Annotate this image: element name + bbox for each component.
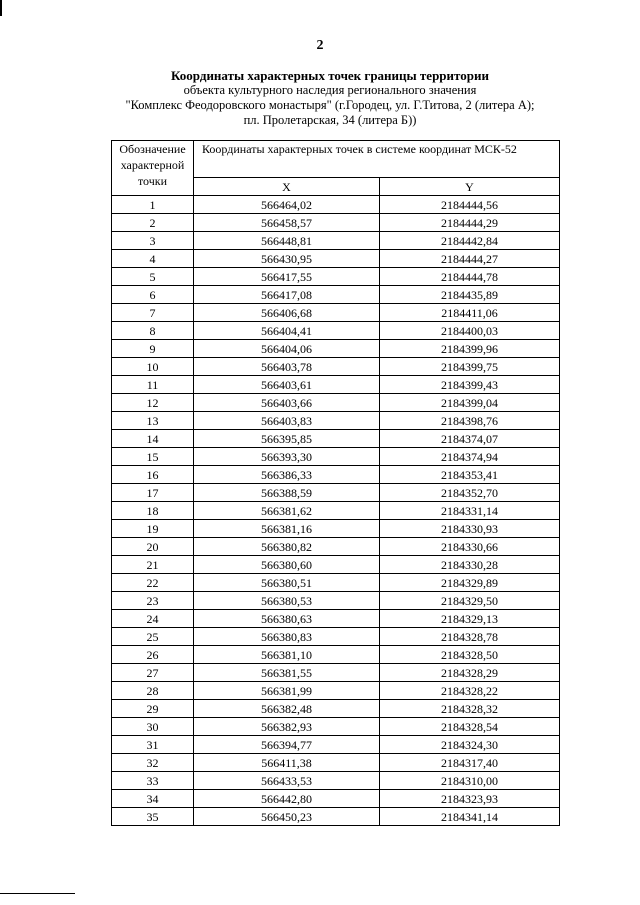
y-coordinate-cell: 2184341,14 bbox=[380, 808, 560, 826]
x-coordinate-cell: 566450,23 bbox=[194, 808, 380, 826]
table-row bbox=[112, 538, 560, 556]
table-row bbox=[112, 358, 560, 376]
x-coordinate-cell: 566380,82 bbox=[194, 538, 380, 556]
x-coordinate-cell: 566411,38 bbox=[194, 754, 380, 772]
y-coordinate-cell: 2184310,00 bbox=[380, 772, 560, 790]
point-number-cell: 8 bbox=[112, 322, 194, 340]
y-coordinate-cell: 2184324,30 bbox=[380, 736, 560, 754]
table-row bbox=[112, 286, 560, 304]
point-number-cell: 11 bbox=[112, 376, 194, 394]
point-label-header: Обозначение характерной точки bbox=[112, 141, 194, 196]
point-number-cell: 5 bbox=[112, 268, 194, 286]
point-number-cell: 3 bbox=[112, 232, 194, 250]
y-coordinate-cell: 2184411,06 bbox=[380, 304, 560, 322]
table-row bbox=[112, 322, 560, 340]
x-coordinate-cell: 566382,48 bbox=[194, 700, 380, 718]
point-number-cell: 24 bbox=[112, 610, 194, 628]
point-number-cell: 15 bbox=[112, 448, 194, 466]
title-line-3: "Комплекс Феодоровского монастыря" (г.Городец, ул. Г.Титова, 2 (литера А); bbox=[125, 98, 535, 112]
point-number-cell: 34 bbox=[112, 790, 194, 808]
table-row bbox=[112, 574, 560, 592]
table-row bbox=[112, 448, 560, 466]
header-row-1 bbox=[112, 141, 560, 178]
point-number-cell: 14 bbox=[112, 430, 194, 448]
point-number-cell: 4 bbox=[112, 250, 194, 268]
scan-edge-mark bbox=[0, 0, 2, 16]
point-number-cell: 6 bbox=[112, 286, 194, 304]
x-coordinate-cell: 566403,78 bbox=[194, 358, 380, 376]
point-number-cell: 25 bbox=[112, 628, 194, 646]
x-coordinate-cell: 566382,93 bbox=[194, 718, 380, 736]
table-row bbox=[112, 556, 560, 574]
x-coordinate-cell: 566430,95 bbox=[194, 250, 380, 268]
point-number-cell: 16 bbox=[112, 466, 194, 484]
x-coordinate-cell: 566403,61 bbox=[194, 376, 380, 394]
table-row bbox=[112, 646, 560, 664]
point-number-cell: 22 bbox=[112, 574, 194, 592]
x-coordinate-cell: 566380,51 bbox=[194, 574, 380, 592]
x-coordinate-cell: 566433,53 bbox=[194, 772, 380, 790]
title-line-2: объекта культурного наследия регионального значения bbox=[183, 83, 477, 97]
table-row bbox=[112, 520, 560, 538]
point-number-cell: 32 bbox=[112, 754, 194, 772]
y-coordinate-cell: 2184317,40 bbox=[380, 754, 560, 772]
x-coordinate-cell: 566394,77 bbox=[194, 736, 380, 754]
x-column-header: X bbox=[194, 178, 380, 196]
table-row bbox=[112, 250, 560, 268]
y-coordinate-cell: 2184330,93 bbox=[380, 520, 560, 538]
point-number-cell: 10 bbox=[112, 358, 194, 376]
table-row bbox=[112, 502, 560, 520]
y-coordinate-cell: 2184331,14 bbox=[380, 502, 560, 520]
y-coordinate-cell: 2184328,22 bbox=[380, 682, 560, 700]
table-row bbox=[112, 628, 560, 646]
table-row bbox=[112, 700, 560, 718]
point-number-cell: 9 bbox=[112, 340, 194, 358]
x-coordinate-cell: 566381,10 bbox=[194, 646, 380, 664]
y-coordinate-cell: 2184352,70 bbox=[380, 484, 560, 502]
point-number-cell: 33 bbox=[112, 772, 194, 790]
table-row bbox=[112, 394, 560, 412]
x-coordinate-cell: 566380,60 bbox=[194, 556, 380, 574]
x-coordinate-cell: 566448,81 bbox=[194, 232, 380, 250]
point-number-cell: 13 bbox=[112, 412, 194, 430]
table-row bbox=[112, 610, 560, 628]
x-coordinate-cell: 566395,85 bbox=[194, 430, 380, 448]
x-coordinate-cell: 566404,06 bbox=[194, 340, 380, 358]
point-number-cell: 19 bbox=[112, 520, 194, 538]
y-coordinate-cell: 2184435,89 bbox=[380, 286, 560, 304]
x-coordinate-cell: 566380,53 bbox=[194, 592, 380, 610]
table-row bbox=[112, 304, 560, 322]
y-coordinate-cell: 2184329,89 bbox=[380, 574, 560, 592]
x-coordinate-cell: 566464,02 bbox=[194, 196, 380, 214]
point-number-cell: 7 bbox=[112, 304, 194, 322]
y-coordinate-cell: 2184399,75 bbox=[380, 358, 560, 376]
x-coordinate-cell: 566381,62 bbox=[194, 502, 380, 520]
table-row bbox=[112, 196, 560, 214]
y-coordinate-cell: 2184374,07 bbox=[380, 430, 560, 448]
x-coordinate-cell: 566388,59 bbox=[194, 484, 380, 502]
y-coordinate-cell: 2184328,29 bbox=[380, 664, 560, 682]
x-coordinate-cell: 566404,41 bbox=[194, 322, 380, 340]
point-number-cell: 26 bbox=[112, 646, 194, 664]
y-coordinate-cell: 2184328,32 bbox=[380, 700, 560, 718]
coords-system-header: Координаты характерных точек в системе координат МСК-52 bbox=[194, 141, 560, 178]
table-row bbox=[112, 430, 560, 448]
y-coordinate-cell: 2184328,50 bbox=[380, 646, 560, 664]
point-number-cell: 27 bbox=[112, 664, 194, 682]
x-coordinate-cell: 566406,68 bbox=[194, 304, 380, 322]
point-number-cell: 31 bbox=[112, 736, 194, 754]
table-row bbox=[112, 214, 560, 232]
y-coordinate-cell: 2184329,13 bbox=[380, 610, 560, 628]
point-number-cell: 2 bbox=[112, 214, 194, 232]
x-coordinate-cell: 566417,08 bbox=[194, 286, 380, 304]
table-body bbox=[112, 196, 560, 826]
y-coordinate-cell: 2184374,94 bbox=[380, 448, 560, 466]
table-row bbox=[112, 718, 560, 736]
table-row bbox=[112, 268, 560, 286]
point-number-cell: 12 bbox=[112, 394, 194, 412]
x-coordinate-cell: 566380,63 bbox=[194, 610, 380, 628]
point-number-cell: 1 bbox=[112, 196, 194, 214]
point-number-cell: 30 bbox=[112, 718, 194, 736]
table-row bbox=[112, 340, 560, 358]
point-number-cell: 18 bbox=[112, 502, 194, 520]
x-coordinate-cell: 566380,83 bbox=[194, 628, 380, 646]
y-coordinate-cell: 2184328,78 bbox=[380, 628, 560, 646]
y-coordinate-cell: 2184399,43 bbox=[380, 376, 560, 394]
point-number-cell: 35 bbox=[112, 808, 194, 826]
point-number-cell: 17 bbox=[112, 484, 194, 502]
y-coordinate-cell: 2184323,93 bbox=[380, 790, 560, 808]
page-number: 2 bbox=[316, 38, 324, 53]
table-row bbox=[112, 790, 560, 808]
y-coordinate-cell: 2184444,56 bbox=[380, 196, 560, 214]
footer-rule bbox=[0, 893, 75, 894]
document-title bbox=[80, 68, 580, 128]
table-row bbox=[112, 466, 560, 484]
y-coordinate-cell: 2184330,28 bbox=[380, 556, 560, 574]
y-coordinate-cell: 2184328,54 bbox=[380, 718, 560, 736]
y-column-header: Y bbox=[380, 178, 560, 196]
y-coordinate-cell: 2184444,29 bbox=[380, 214, 560, 232]
x-coordinate-cell: 566393,30 bbox=[194, 448, 380, 466]
x-coordinate-cell: 566381,99 bbox=[194, 682, 380, 700]
x-coordinate-cell: 566381,55 bbox=[194, 664, 380, 682]
y-coordinate-cell: 2184330,66 bbox=[380, 538, 560, 556]
table-row bbox=[112, 808, 560, 826]
x-coordinate-cell: 566381,16 bbox=[194, 520, 380, 538]
x-coordinate-cell: 566403,66 bbox=[194, 394, 380, 412]
point-number-cell: 20 bbox=[112, 538, 194, 556]
table-row bbox=[112, 592, 560, 610]
table-header bbox=[112, 141, 560, 196]
x-coordinate-cell: 566403,83 bbox=[194, 412, 380, 430]
coordinates-table bbox=[111, 140, 560, 826]
y-coordinate-cell: 2184444,78 bbox=[380, 268, 560, 286]
x-coordinate-cell: 566417,55 bbox=[194, 268, 380, 286]
y-coordinate-cell: 2184329,50 bbox=[380, 592, 560, 610]
table-row bbox=[112, 484, 560, 502]
table-row bbox=[112, 664, 560, 682]
y-coordinate-cell: 2184398,76 bbox=[380, 412, 560, 430]
table-row bbox=[112, 682, 560, 700]
table-row bbox=[112, 376, 560, 394]
x-coordinate-cell: 566386,33 bbox=[194, 466, 380, 484]
x-coordinate-cell: 566458,57 bbox=[194, 214, 380, 232]
title-line-4: пл. Пролетарская, 34 (литера Б)) bbox=[243, 113, 417, 127]
y-coordinate-cell: 2184444,27 bbox=[380, 250, 560, 268]
y-coordinate-cell: 2184400,03 bbox=[380, 322, 560, 340]
x-coordinate-cell: 566442,80 bbox=[194, 790, 380, 808]
point-number-cell: 29 bbox=[112, 700, 194, 718]
y-coordinate-cell: 2184353,41 bbox=[380, 466, 560, 484]
title-line-1: Координаты характерных точек границы территории bbox=[171, 68, 489, 83]
table-row bbox=[112, 754, 560, 772]
y-coordinate-cell: 2184399,04 bbox=[380, 394, 560, 412]
table-row bbox=[112, 232, 560, 250]
y-coordinate-cell: 2184442,84 bbox=[380, 232, 560, 250]
y-coordinate-cell: 2184399,96 bbox=[380, 340, 560, 358]
table-row bbox=[112, 736, 560, 754]
point-number-cell: 28 bbox=[112, 682, 194, 700]
table-row bbox=[112, 772, 560, 790]
point-number-cell: 21 bbox=[112, 556, 194, 574]
table-row bbox=[112, 412, 560, 430]
point-number-cell: 23 bbox=[112, 592, 194, 610]
